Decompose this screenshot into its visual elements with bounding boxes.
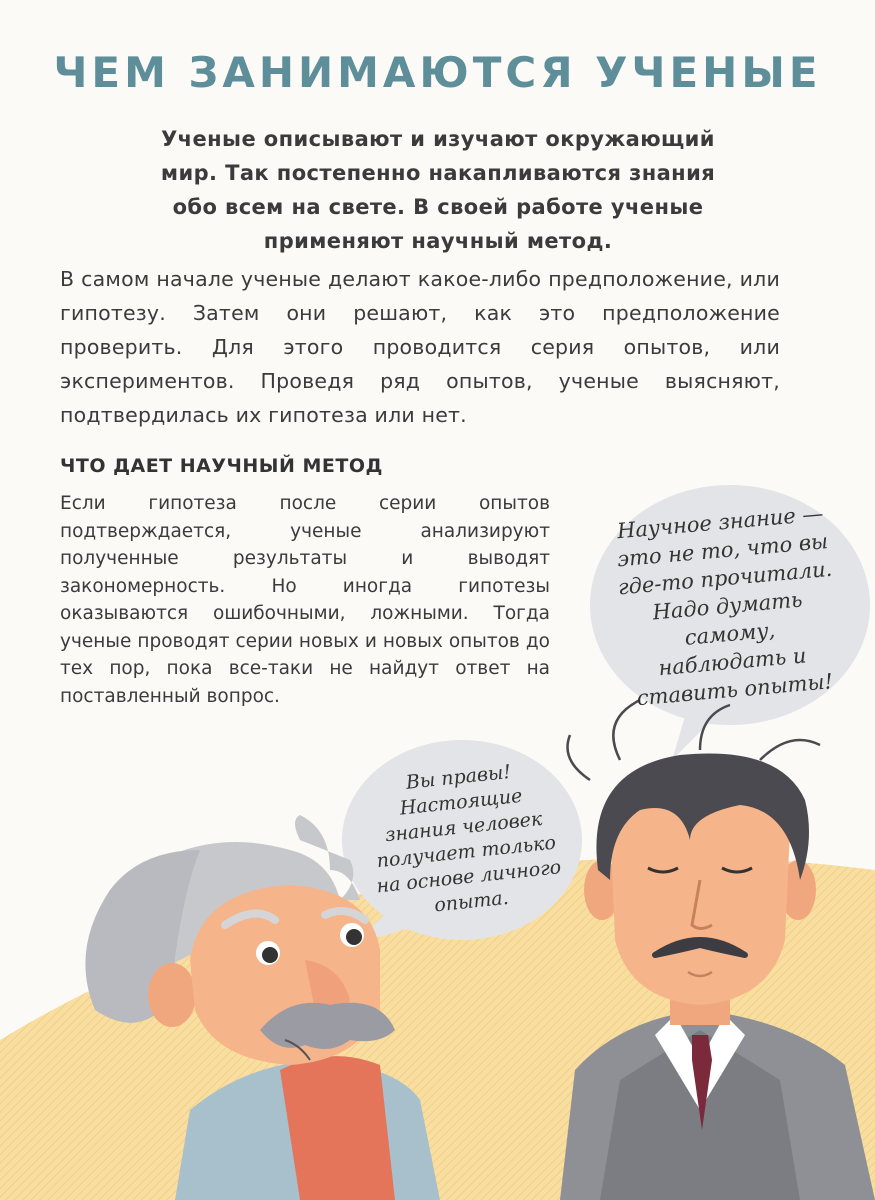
speech-bubble-left-text: Вы правы! Настоящие знания человек получает только на основе личного опыта. xyxy=(375,760,563,917)
page-title: ЧЕМ ЗАНИМАЮТСЯ УЧЕНЫЕ xyxy=(53,48,822,97)
body-paragraph: В самом начале ученые делают какое-либо предположение, или гипотезу. Затем они решают, как это предположение проверить. Для этого проводится серия опытов, или экспериментов. Проведя ряд опытов, ученые выясняют, подтвердилась их гипотеза или нет. xyxy=(60,267,780,427)
speech-bubble-right-text: Научное знание — это не то, что вы где-то прочитали. Надо думать самому, наблюдать и ставить опыты! xyxy=(616,501,834,711)
section-paragraph: Если гипотеза после серии опытов подтверждается, ученые анализируют полученные результаты и выводят закономерность. Но иногда гипотезы оказываются ошибочными, ложными. Тогда ученые проводят серии новых и новых опытов до тех пор, пока все-таки не найдут ответ на поставленный вопрос. xyxy=(60,493,550,707)
section-heading: ЧТО ДАЕТ НАУЧНЫЙ МЕТОД xyxy=(60,455,383,477)
intro-text: Ученые описывают и изучают окружающий мир. Так постепенно накапливаются знания обо всем на свете. В своей работе ученые применяют научный метод. xyxy=(160,127,716,253)
